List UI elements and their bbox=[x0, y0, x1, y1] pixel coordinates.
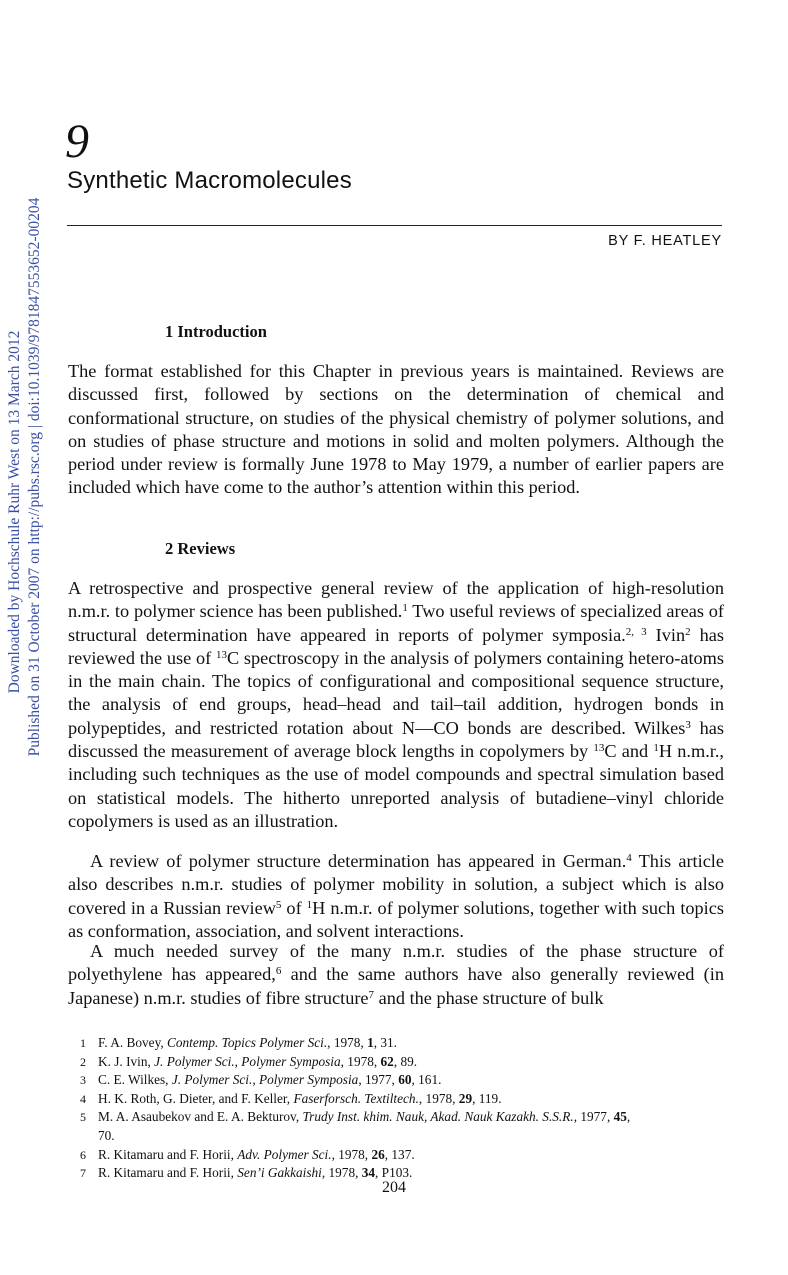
footnote-ref[interactable]: 3 bbox=[685, 718, 691, 731]
footnote-ref[interactable]: 6 bbox=[275, 965, 282, 978]
isotope-superscript: 1 bbox=[653, 742, 659, 755]
reviews-paragraph-2: A review of polymer structure determination has appeared in German.$^4$ This article also describes n.m.r. studies of polymer mobility in solution, a subject which is also covered in a Russian review$^5$ of $^1$H n.m.r. of polymer solutions, together with such topics as conformation, association, and solvent interactions. bbox=[68, 851, 724, 941]
footnote-number: 4 bbox=[80, 1091, 86, 1106]
footnote-ref[interactable]: 1 bbox=[402, 602, 408, 615]
page-number: 204 bbox=[382, 1179, 406, 1196]
isotope-superscript: 1 bbox=[306, 898, 313, 911]
watermark-line-published[interactable]: Published on 31 October 2007 on http://pubs.rsc.org | doi:10.1039/9781847553652-00204 bbox=[26, 197, 43, 757]
footnotes bbox=[80, 1034, 728, 1183]
footnote-ref[interactable]: 2 bbox=[685, 625, 691, 638]
footnote-number: 6 bbox=[80, 1147, 86, 1162]
footnote-item: 4 H. K. Roth, G. Dieter, and F. Keller, Faserforsch. Textiltech., 1978, 29, 119. bbox=[80, 1090, 728, 1109]
section-heading-reviews: 2 Reviews bbox=[165, 539, 236, 558]
footnote-item: 1 F. A. Bovey, Contemp. Topics Polymer Sci., 1978, 1, 31. bbox=[80, 1034, 728, 1053]
chapter-number: 9 bbox=[65, 115, 89, 168]
footnote-item: 5 M. A. Asaubekov and E. A. Bekturov, Trudy Inst. khim. Nauk, Akad. Nauk Kazakh. S.S.R., 1977, 45, 70. bbox=[80, 1109, 631, 1143]
footnote-ref[interactable]: 2, 3 bbox=[625, 625, 647, 638]
isotope-superscript: 13 bbox=[215, 648, 227, 661]
title-rule bbox=[67, 225, 722, 226]
footnote-number: 7 bbox=[80, 1166, 86, 1181]
download-watermark bbox=[0, 0, 50, 820]
intro-paragraph: The format established for this Chapter in previous years is maintained. Reviews are discussed first, followed by sections on the determination of chemical and conformational structure, on studies of the physical chemistry of polymer solutions, and on studies of phase structure and motions in solid and molten polymers. Although the period under review is formally June 1978 to May 1979, a number of earlier papers are included which have come to the author’s attention within this period. bbox=[68, 361, 724, 498]
footnote-ref[interactable]: 7 bbox=[368, 988, 375, 1001]
section-heading-introduction: 1 Introduction bbox=[165, 322, 267, 341]
isotope-superscript: 13 bbox=[593, 742, 605, 755]
footnote-item: 6 R. Kitamaru and F. Horii, Adv. Polymer Sci., 1978, 26, 137. bbox=[80, 1146, 728, 1165]
footnote-number: 1 bbox=[80, 1036, 86, 1050]
chapter-author: BY F. HEATLEY bbox=[608, 233, 722, 249]
footnote-item: 2 K. J. Ivin, J. Polymer Sci., Polymer Symposia, 1978, 62, 89. bbox=[80, 1053, 728, 1072]
footnote-ref[interactable]: 4 bbox=[626, 852, 632, 864]
watermark-line-downloaded: Downloaded by Hochschule Ruhr West on 13 March 2012 bbox=[6, 330, 23, 694]
footnote-number: 2 bbox=[80, 1054, 86, 1069]
reviews-paragraph-3: A much needed survey of the many n.m.r. studies of the phase structure of polyethylene has appeared,$^6$ and the same authors have also generally reviewed (in Japanese) n.m.r. studies of fibre structure$^7$ and the phase structure of bulk bbox=[68, 941, 724, 1008]
chapter-title: Synthetic Macromolecules bbox=[67, 167, 352, 194]
footnote-number: 5 bbox=[80, 1110, 86, 1125]
footnote-number: 3 bbox=[80, 1073, 86, 1088]
reviews-paragraph-1: A retrospective and prospective general review of the application of high-resolution n.m.r. to polymer science has been published.$^1$ Two useful reviews of specialized areas of structural determination have appeared in reports of polymer symposia.$^{2, 3}$ Ivin$^2$ has reviewed the use of $^{13}$C spectroscopy in the analysis of polymers containing hetero-atoms in the main chain. The topics of configurational and compositional sequence structure, the analysis of end groups, head–head and tail–tail addition, hydrogen bonds in polypeptides, and restricted rotation about N—CO bonds are described. Wilkes$^3$ has discussed the measurement of average block lengths in copolymers by $^{13}$C and $^1$H n.m.r., including such techniques as the use of model compounds and spectral simulation based on statistical models. The hitherto unreported analysis of butadiene–vinyl chloride copolymers is used as an illustration. bbox=[68, 578, 725, 831]
footnote-item: 3 C. E. Wilkes, J. Polymer Sci., Polymer Symposia, 1977, 60, 161. bbox=[80, 1071, 728, 1090]
footnote-ref[interactable]: 5 bbox=[275, 898, 282, 911]
footnote-item: 7 R. Kitamaru and F. Horii, Sen’i Gakkaishi, 1978, 34, P103. bbox=[80, 1164, 728, 1183]
